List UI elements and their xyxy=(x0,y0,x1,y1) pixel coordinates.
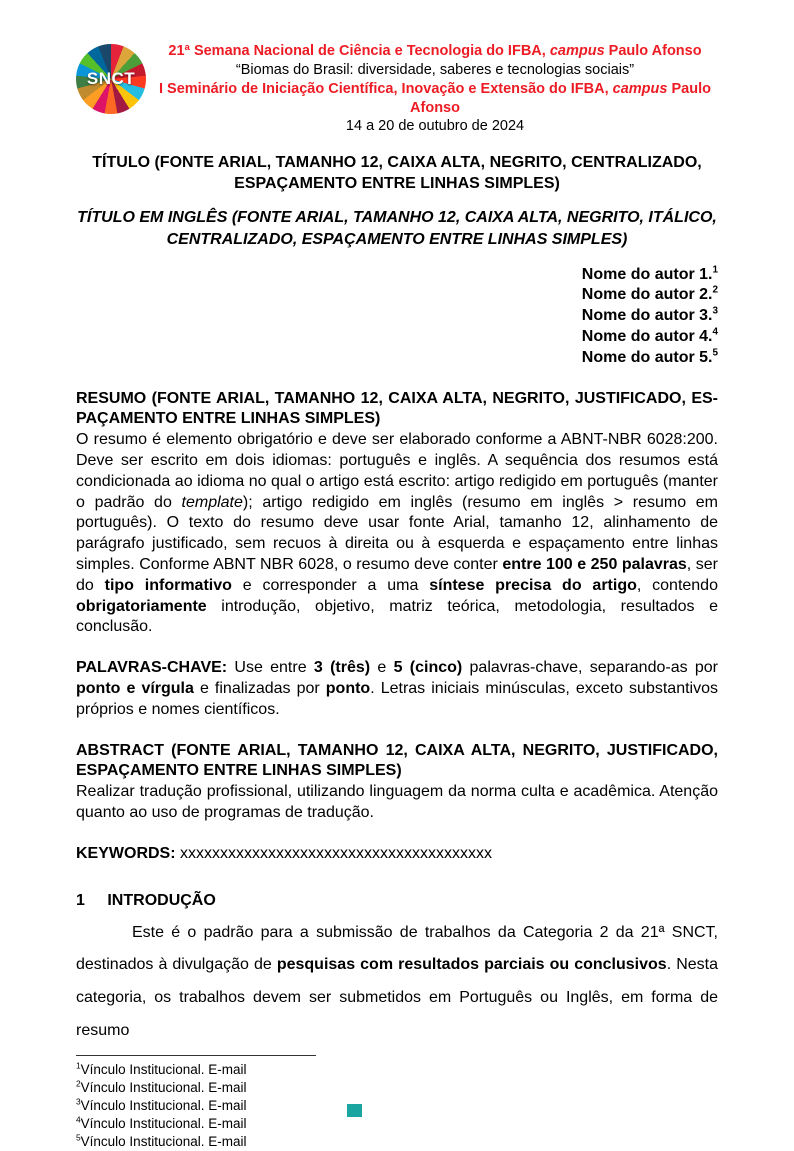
text-segment: Nome do autor 1. xyxy=(581,265,713,283)
text-segment: 1 xyxy=(76,1060,81,1071)
snct-logo-wheel-icon xyxy=(76,44,146,114)
footnotes-block xyxy=(76,1061,718,1151)
text-segment: e finalizadas por xyxy=(193,680,326,697)
text-segment: entre 100 e 250 palavras xyxy=(502,556,687,574)
text-segment: Paulo Afonso xyxy=(410,80,711,116)
resumo-body xyxy=(76,430,718,638)
text-segment: 4 xyxy=(712,326,718,338)
resumo-heading: RESUMO (FONTE ARIAL, TAMANHO 12, CAIXA ALTA, NEGRITO, JUSTIFICADO, ESPAÇAMENTO ENTRE LINHAS SIMPLES) xyxy=(76,389,718,428)
authors-block xyxy=(76,265,718,369)
abstract-section xyxy=(76,741,718,824)
document-header xyxy=(76,42,718,136)
text-segment: Vínculo Institucional. E-mail xyxy=(80,1061,247,1077)
text-segment: Use entre xyxy=(227,659,314,677)
text-segment: Nome do autor 4. xyxy=(581,328,713,346)
text-segment: Paulo Afonso xyxy=(604,43,702,59)
palavras-chave-paragraph xyxy=(76,658,718,720)
introducao-heading xyxy=(76,892,718,910)
abstract-heading: ABSTRACT (FONTE ARIAL, TAMANHO 12, CAIXA ALTA, NEGRITO, JUSTIFICADO, ESPAÇAMENTO ENTRE LINHAS SIMPLES) xyxy=(76,741,718,780)
text-segment: Nome do autor 3. xyxy=(581,307,713,325)
text-segment: xxxxxxxxxxxxxxxxxxxxxxxxxxxxxxxxxxxxxxx xyxy=(175,844,493,862)
text-segment: 3 (três) xyxy=(313,659,371,677)
header-event-theme: “Biomas do Brasil: diversidade, saberes e tecnologias sociais” xyxy=(235,61,635,78)
text-segment: template xyxy=(181,493,243,511)
text-segment: . Letras iniciais minúsculas, exceto substantivos próprios e nomes científicos. xyxy=(76,680,718,718)
introducao-section-number: 1 xyxy=(76,891,85,909)
page-bottom-mark xyxy=(347,1104,362,1117)
text-segment: 5 xyxy=(76,1132,81,1143)
text-segment: síntese precisa do artigo xyxy=(429,576,637,594)
author-line xyxy=(76,348,718,369)
author-line xyxy=(76,285,718,306)
resumo-section xyxy=(76,389,718,639)
text-segment: , contendo xyxy=(636,576,718,594)
text-segment: O resumo é elemento obrigatório e deve ser elaborado conforme a ABNT-NBR 6028:200. Deve ser escrito em dois idiomas: português e inglês. A sequência dos resumos está condicionada ao idioma no qual o artigo está escrito: artigo redigido em português (manter o padrão do xyxy=(76,431,718,511)
author-line xyxy=(76,327,718,348)
footnote-separator xyxy=(76,1055,316,1056)
title-pt: TÍTULO (FONTE ARIAL, TAMANHO 12, CAIXA ALTA, NEGRITO, CENTRALIZADO, ESPAÇAMENTO ENTRE LINHAS SIMPLES) xyxy=(92,154,702,193)
text-segment: 2 xyxy=(76,1078,81,1089)
footnote-line xyxy=(76,1115,718,1133)
keywords-paragraph xyxy=(76,844,718,865)
text-segment: e corresponder a uma xyxy=(231,576,430,594)
text-segment: ponto e vírgula xyxy=(76,680,194,697)
text-segment: tipo informativo xyxy=(104,576,232,594)
text-segment: 3 xyxy=(76,1096,81,1107)
text-segment: Vínculo Institucional. E-mail xyxy=(80,1097,247,1113)
text-segment: Vínculo Institucional. E-mail xyxy=(80,1116,247,1131)
header-seminar-title xyxy=(152,80,718,118)
text-segment: I Seminário de Iniciação Científica, Inovação e Extensão do IFBA, xyxy=(159,80,613,97)
text-segment: campus xyxy=(612,80,668,97)
footnote-line xyxy=(76,1097,718,1115)
text-segment: 21ª Semana Nacional de Ciência e Tecnologia do IFBA, xyxy=(168,43,550,59)
text-segment: Este é o padrão para a submissão de trabalhos da Categoria 2 da 21ª SNCT, destinados à divulgação de xyxy=(76,923,718,974)
footnote-line xyxy=(76,1133,718,1151)
text-segment: ); artigo redigido em inglês (resumo em inglês > resumo em português). O texto do resumo deve usar fonte Arial, tamanho 12, alinhamento de parágrafo justificado, sem recuos à direita ou à esquerda e espaçamento entre linhas simples. Conforme ABNT NBR 6028, o resumo deve conter xyxy=(76,493,718,574)
text-segment: Nome do autor 5. xyxy=(581,348,713,366)
text-segment: Vínculo Institucional. E-mail xyxy=(80,1079,247,1095)
header-text-block xyxy=(146,42,718,136)
text-segment: 3 xyxy=(712,305,718,317)
text-segment: palavras-chave, separando-as por xyxy=(462,659,719,677)
text-segment: e xyxy=(370,659,394,677)
text-segment: 5 xyxy=(712,347,718,359)
text-segment: introdução, objetivo, matriz teórica, metodologia, resultados e conclusão. xyxy=(76,597,718,636)
text-segment: pesquisas com resultados parciais ou conclusivos xyxy=(276,956,667,974)
text-segment: , ser do xyxy=(76,556,718,594)
author-line xyxy=(76,306,718,327)
abstract-body: Realizar tradução profissional, utilizando linguagem da norma culta e acadêmica. Atenção quanto ao uso de programas de tradução. xyxy=(76,783,718,821)
text-segment: Vínculo Institucional. E-mail xyxy=(80,1134,247,1150)
text-segment: 2 xyxy=(712,285,718,297)
text-segment: campus xyxy=(549,43,605,59)
text-segment: 5 (cinco) xyxy=(393,659,463,677)
header-event-dates: 14 a 20 de outubro de 2024 xyxy=(345,118,525,135)
text-segment: PALAVRAS-CHAVE: xyxy=(76,659,228,677)
text-segment: 1 xyxy=(712,264,718,276)
footnote-line xyxy=(76,1061,718,1079)
introducao-section-title: INTRODUÇÃO xyxy=(107,891,216,909)
text-segment: KEYWORDS: xyxy=(76,844,176,862)
header-event-title xyxy=(152,42,718,61)
text-segment: 4 xyxy=(76,1114,81,1125)
title-en: TÍTULO EM INGLÊS (FONTE ARIAL, TAMANHO 12, CAIXA ALTA, NEGRITO, ITÁLICO, CENTRALIZADO, ESPAÇAMENTO ENTRE LINHAS SIMPLES) xyxy=(77,209,717,248)
author-line xyxy=(76,265,718,286)
text-segment: obrigatoriamente xyxy=(76,597,207,615)
introducao-body xyxy=(76,917,718,1048)
snct-logo-text: SNCT xyxy=(86,69,136,88)
footnote-line xyxy=(76,1079,718,1097)
text-segment: . Nesta categoria, os trabalhos devem ser submetidos em Português ou Inglês, em forma de resumo xyxy=(76,956,719,1039)
text-segment: Nome do autor 2. xyxy=(581,286,713,304)
text-segment: ponto xyxy=(325,680,371,697)
